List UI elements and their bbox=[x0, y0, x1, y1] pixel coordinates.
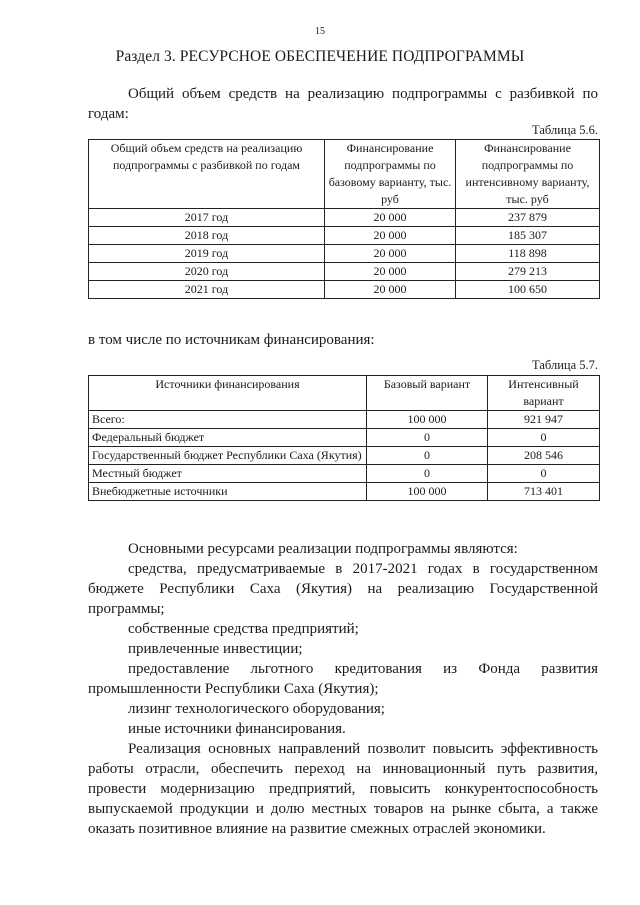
year-cell: 2017 год bbox=[89, 209, 325, 227]
intensive-value-cell: 279 213 bbox=[456, 263, 600, 281]
table2-caption: Таблица 5.7. bbox=[532, 358, 598, 372]
table-row bbox=[89, 429, 600, 447]
base-value-cell: 20 000 bbox=[325, 245, 456, 263]
base-value-cell: 0 bbox=[367, 429, 488, 447]
year-cell: 2018 год bbox=[89, 227, 325, 245]
year-cell: 2020 год bbox=[89, 263, 325, 281]
table-row bbox=[89, 281, 600, 299]
base-value-cell: 100 000 bbox=[367, 483, 488, 501]
section-title: Раздел 3. РЕСУРСНОЕ ОБЕСПЕЧЕНИЕ ПОДПРОГРАММЫ bbox=[115, 48, 525, 65]
table-header-cell: Источники финансирования bbox=[89, 376, 367, 411]
intensive-value-cell: 713 401 bbox=[488, 483, 600, 501]
source-cell: Государственный бюджет Республики Саха (Якутия) bbox=[89, 447, 367, 465]
intensive-value-cell: 237 879 bbox=[456, 209, 600, 227]
source-cell: Местный бюджет bbox=[89, 465, 367, 483]
table1-caption: Таблица 5.6. bbox=[532, 123, 598, 137]
table-row bbox=[89, 227, 600, 245]
table-row bbox=[89, 447, 600, 465]
paragraph: средства, предусматриваемые в 2017-2021 годах в государственном бюджете Республики Саха (Якутия) на реализацию Государственной программы; bbox=[88, 561, 598, 617]
table-row bbox=[89, 465, 600, 483]
page-number: 15 bbox=[315, 26, 325, 37]
sources-intro: в том числе по источникам финансирования: bbox=[88, 332, 375, 348]
paragraph: собственные средства предприятий; bbox=[128, 621, 359, 637]
base-value-cell: 20 000 bbox=[325, 227, 456, 245]
resources-text bbox=[88, 539, 598, 839]
base-value-cell: 100 000 bbox=[367, 411, 488, 429]
table-header-cell: Общий объем средств на реализацию подпрограммы с разбивкой по годам bbox=[89, 140, 325, 209]
intensive-value-cell: 921 947 bbox=[488, 411, 600, 429]
base-value-cell: 0 bbox=[367, 447, 488, 465]
source-cell: Внебюджетные источники bbox=[89, 483, 367, 501]
base-value-cell: 0 bbox=[367, 465, 488, 483]
base-value-cell: 20 000 bbox=[325, 209, 456, 227]
year-cell: 2019 год bbox=[89, 245, 325, 263]
funding-sources-table bbox=[88, 375, 600, 501]
paragraph: предоставление льготного кредитования из Фонда развития промышленности Республики Саха (Якутия); bbox=[88, 661, 598, 697]
table-header-cell: Интенсивный вариант bbox=[488, 376, 600, 411]
paragraph: привлеченные инвестиции; bbox=[128, 641, 303, 657]
paragraph: Реализация основных направлений позволит повысить эффективность работы отрасли, обеспечить переход на инновационный путь развития, провести модернизацию предприятий, повысить конкурентоспособность выпускаемой продукции и долю местных товаров на рынке сбыта, а также оказать позитивное влияние на развитие смежных отраслей экономики. bbox=[88, 741, 598, 837]
intensive-value-cell: 100 650 bbox=[456, 281, 600, 299]
paragraph: лизинг технологического оборудования; bbox=[128, 701, 385, 717]
intensive-value-cell: 185 307 bbox=[456, 227, 600, 245]
source-cell: Федеральный бюджет bbox=[89, 429, 367, 447]
table-row bbox=[89, 245, 600, 263]
table-row bbox=[89, 411, 600, 429]
base-value-cell: 20 000 bbox=[325, 263, 456, 281]
intensive-value-cell: 208 546 bbox=[488, 447, 600, 465]
intensive-value-cell: 0 bbox=[488, 429, 600, 447]
intro-paragraph: Общий объем средств на реализацию подпрограммы с разбивкой по годам: bbox=[88, 86, 598, 122]
funding-by-year-table bbox=[88, 139, 600, 299]
table-header-cell: Финансирование подпрограммы по интенсивному варианту, тыс. руб bbox=[456, 140, 600, 209]
year-cell: 2021 год bbox=[89, 281, 325, 299]
table-header-row bbox=[89, 376, 600, 411]
table-row bbox=[89, 483, 600, 501]
table-header-cell: Базовый вариант bbox=[367, 376, 488, 411]
paragraph: иные источники финансирования. bbox=[128, 721, 346, 737]
intensive-value-cell: 0 bbox=[488, 465, 600, 483]
table-row bbox=[89, 209, 600, 227]
intensive-value-cell: 118 898 bbox=[456, 245, 600, 263]
table-row bbox=[89, 263, 600, 281]
base-value-cell: 20 000 bbox=[325, 281, 456, 299]
table-header-cell: Финансирование подпрограммы по базовому варианту, тыс. руб bbox=[325, 140, 456, 209]
table-header-row bbox=[89, 140, 600, 209]
source-cell: Всего: bbox=[89, 411, 367, 429]
paragraph: Основными ресурсами реализации подпрограммы являются: bbox=[128, 541, 518, 557]
